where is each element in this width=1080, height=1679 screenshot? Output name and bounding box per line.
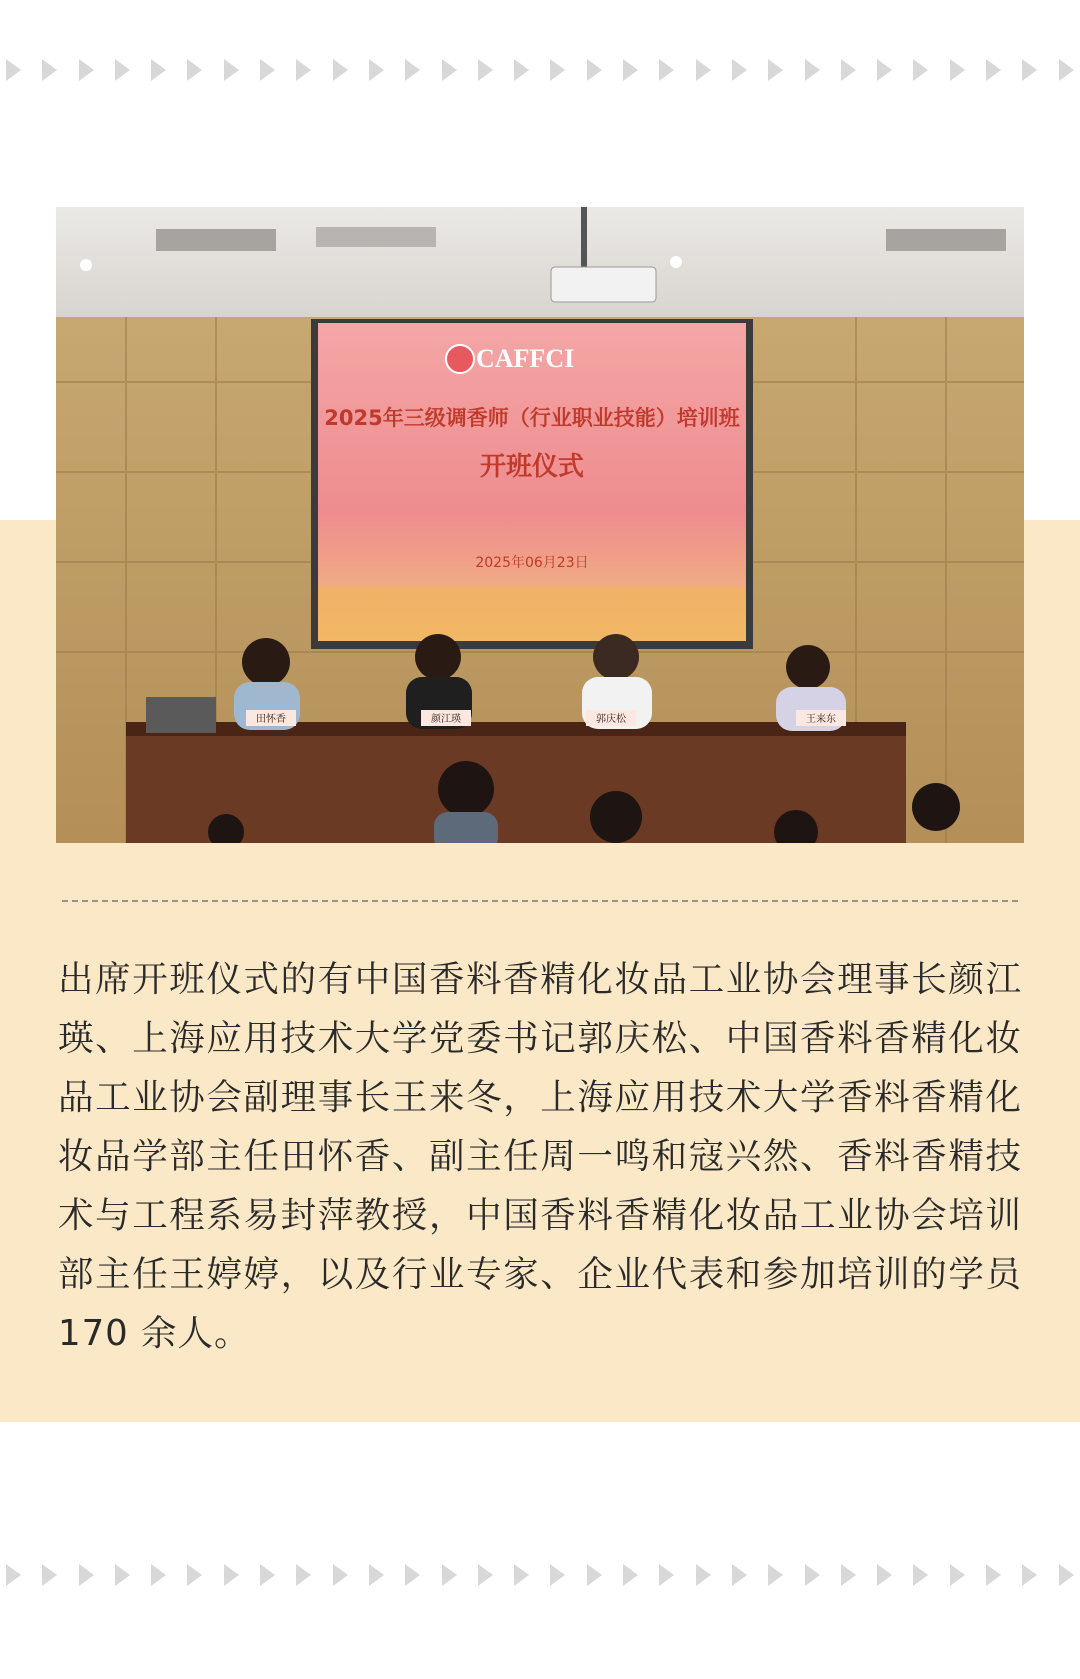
arrow-icon [42,59,57,81]
arrow-icon [151,1564,166,1586]
arrow-icon [913,59,928,81]
arrow-icon [1059,59,1074,81]
arrow-icon [550,1564,565,1586]
arrow-icon [696,59,711,81]
arrow-icon [732,59,747,81]
arrow-icon [587,59,602,81]
arrow-icon [550,59,565,81]
screen-title: 2025年三级调香师（行业职业技能）培训班 [324,406,740,430]
nameplate-3: 郭庆松 [596,714,626,725]
arrow-icon [260,1564,275,1586]
arrow-icon [296,59,311,81]
arrow-icon [696,1564,711,1586]
arrow-icon [768,1564,783,1586]
arrow-icon [623,1564,638,1586]
arrow-icon [187,1564,202,1586]
arrow-icon [369,1564,384,1586]
arrow-icon [369,59,384,81]
arrow-icon [877,1564,892,1586]
arrow-icon [986,59,1001,81]
arrow-icon [805,1564,820,1586]
arrow-icon [260,59,275,81]
arrow-icon [1022,1564,1037,1586]
arrow-icon [768,59,783,81]
arrow-icon [296,1564,311,1586]
arrow-icon [42,1564,57,1586]
arrow-icon [950,59,965,81]
nameplate-2: 颜江瑛 [431,714,461,725]
arrow-icon [6,1564,21,1586]
arrow-icon [224,59,239,81]
arrow-icon [950,1564,965,1586]
arrow-icon [514,1564,529,1586]
arrow-icon [732,1564,747,1586]
arrow-icon [478,59,493,81]
arrow-icon [333,1564,348,1586]
arrow-icon [623,59,638,81]
arrow-icon [151,59,166,81]
arrow-icon [1059,1564,1074,1586]
top-arrow-divider [0,55,1080,85]
arrow-icon [805,59,820,81]
nameplate-4: 王来东 [806,714,836,725]
nameplate-1: 田怀香 [256,714,286,725]
arrow-icon [79,59,94,81]
arrow-icon [115,59,130,81]
arrow-icon [6,59,21,81]
arrow-icon [659,1564,674,1586]
arrow-icon [115,1564,130,1586]
arrow-icon [1022,59,1037,81]
arrow-icon [224,1564,239,1586]
screen-date: 2025年06月23日 [475,555,589,571]
arrow-icon [913,1564,928,1586]
arrow-icon [442,1564,457,1586]
arrow-icon [478,1564,493,1586]
bottom-arrow-divider [0,1560,1080,1590]
arrow-icon [333,59,348,81]
arrow-icon [841,1564,856,1586]
screen-logo-text: CAFFCI [476,344,575,373]
arrow-icon [587,1564,602,1586]
arrow-icon [841,59,856,81]
arrow-icon [514,59,529,81]
screen-subtitle: 开班仪式 [479,452,585,482]
arrow-icon [405,59,420,81]
arrow-icon [79,1564,94,1586]
conference-photo [56,207,1024,843]
arrow-icon [986,1564,1001,1586]
arrow-icon [659,59,674,81]
caption-paragraph: 出席开班仪式的有中国香料香精化妆品工业协会理事长颜江瑛、上海应用技术大学党委书记郭庆松、中国香料香精化妆品工业协会副理事长王来冬，上海应用技术大学香料香精化妆品学部主任田怀香、副主任周一鸣和寇兴然、香料香精技术与工程系易封萍教授，中国香料香精化妆品工业协会培训部主任王婷婷，以及行业专家、企业代表和参加培训的学员 170 余人。 [58,959,1022,1354]
arrow-icon [405,1564,420,1586]
arrow-icon [877,59,892,81]
dashed-divider [62,900,1018,902]
arrow-icon [187,59,202,81]
arrow-icon [442,59,457,81]
